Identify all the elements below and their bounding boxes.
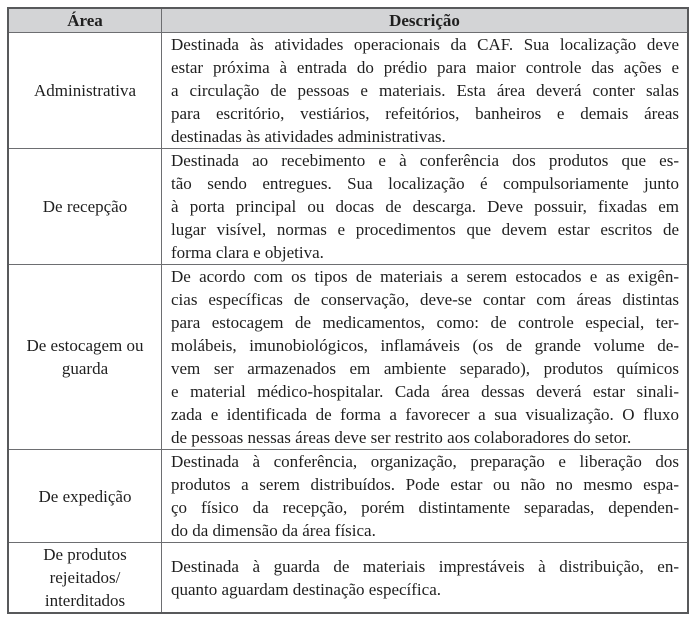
description-line: zada e identificada de forma a favorecer a sua visualização. O fluxo xyxy=(171,405,679,424)
column-header-area: Área xyxy=(9,9,162,32)
area-label-line: guarda xyxy=(61,359,109,378)
description-line: a circulação de pessoas e materiais. Esta área deverá conter salas xyxy=(171,81,679,100)
description-line: lugar visível, normas e procedimentos que devem estar escritos de xyxy=(171,220,679,239)
area-label-line: De expedição xyxy=(38,486,132,506)
area-cell xyxy=(9,149,162,264)
area-cell xyxy=(9,450,162,542)
description-line: Destinada à conferência, organização, preparação e liberação dos xyxy=(171,452,679,471)
table-row xyxy=(9,33,687,149)
description-line: forma clara e objetiva. xyxy=(171,243,324,262)
description-cell xyxy=(162,543,687,612)
description-line: Destinada ao recebimento e à conferência dos produtos que es- xyxy=(171,151,679,170)
area-label-line: rejeitados/ xyxy=(49,568,121,587)
description-line: Destinada à guarda de materiais imprestáveis à distribuição, en- xyxy=(171,556,679,576)
area-cell xyxy=(9,543,162,612)
description-line: De acordo com os tipos de materiais a serem estocados e as exigên- xyxy=(171,267,679,286)
description-cell xyxy=(162,265,687,449)
table-row xyxy=(9,450,687,543)
description-line: cias específicas de conservação, deve-se contar com áreas distintas xyxy=(171,290,679,309)
column-header-descricao: Descrição xyxy=(389,11,460,30)
area-label-line: De produtos xyxy=(43,545,127,564)
description-line: de pessoas nessas áreas deve ser restrito aos colaboradores do setor. xyxy=(171,428,632,447)
description-line: à porta principal ou docas de descarga. Deve possuir, fixadas em xyxy=(171,197,679,216)
description-line: estar próxima à entrada do prédio para maior controle das ações e xyxy=(171,58,679,77)
description-line: quanto aguardam destinação específica. xyxy=(171,579,441,599)
description-cell xyxy=(162,33,687,148)
area-label-line: interditados xyxy=(44,591,126,610)
description-line: para estocagem de medicamentos, como: de controle especial, ter- xyxy=(171,313,679,332)
description-line: do da dimensão da área física. xyxy=(171,521,376,540)
table-row xyxy=(9,265,687,450)
area-label-line: Administrativa xyxy=(34,81,136,100)
description-line: tão sendo entregues. Sua localização é compulsoriamente junto xyxy=(171,174,679,193)
area-cell xyxy=(9,33,162,148)
description-line: ço físico da recepção, porém distintamente separadas, dependen- xyxy=(171,498,679,517)
table-row xyxy=(9,149,687,265)
table-row xyxy=(9,543,687,612)
area-label-line: De estocagem ou xyxy=(26,336,144,355)
description-cell xyxy=(162,450,687,542)
areas-descriptions-table xyxy=(7,7,689,614)
description-cell xyxy=(162,149,687,264)
description-line: vem ser armazenados em ambiente separado), produtos químicos xyxy=(171,359,679,378)
description-line: e material médico-hospitalar. Cada área dessas deverá estar sinali- xyxy=(171,382,679,401)
table-header-row xyxy=(9,9,687,33)
description-line: destinadas às atividades administrativas. xyxy=(171,127,446,146)
description-line: Destinada às atividades operacionais da CAF. Sua localização deve xyxy=(171,35,679,54)
area-cell xyxy=(9,265,162,449)
description-line: para escritório, vestiários, refeitórios, banheiros e demais áreas xyxy=(171,104,679,123)
area-label-line: De recepção xyxy=(42,197,128,216)
table-body xyxy=(9,33,687,612)
description-line: produtos a serem distribuídos. Pode estar ou não no mesmo espa- xyxy=(171,475,679,494)
description-line: molábeis, imunobiológicos, inflamáveis (os de grande volume de- xyxy=(171,336,679,355)
